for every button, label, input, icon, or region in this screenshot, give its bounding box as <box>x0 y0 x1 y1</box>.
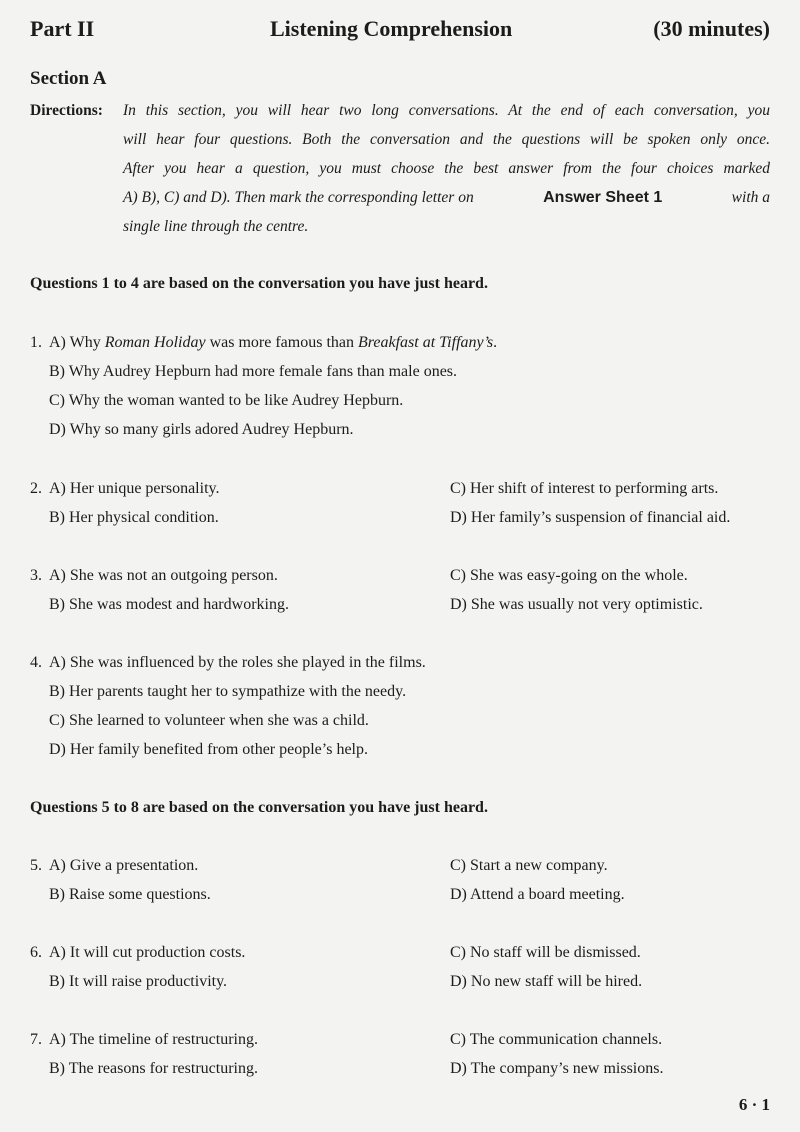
q5-option-d: D) Attend a board meeting. <box>450 886 625 903</box>
question-number-2: 2. <box>30 480 42 497</box>
answer-sheet-label: Answer Sheet 1 <box>543 189 663 206</box>
question-number-7: 7. <box>30 1031 42 1048</box>
q3-option-d: D) She was usually not very optimistic. <box>450 596 703 613</box>
q1-option-c: C) Why the woman wanted to be like Audrey Hepburn. <box>49 392 404 409</box>
question-number-6: 6. <box>30 944 42 961</box>
q3-option-c: C) She was easy-going on the whole. <box>450 567 688 584</box>
q6-option-b: B) It will raise productivity. <box>49 973 228 990</box>
q7-option-a: A) The timeline of restructuring. <box>49 1031 258 1048</box>
question-number-5: 5. <box>30 857 42 874</box>
q5-option-b: B) Raise some questions. <box>49 886 211 903</box>
directions-label: Directions: <box>30 102 103 119</box>
part-title: Listening Comprehension <box>270 16 513 41</box>
q4-option-c: C) She learned to volunteer when she was a child. <box>49 712 369 729</box>
q6-option-d: D) No new staff will be hired. <box>450 973 643 990</box>
directions-line-4-part2: with a <box>731 189 770 206</box>
q1-option-a-prefix: A) Why <box>49 334 105 351</box>
q7-option-b: B) The reasons for restructuring. <box>49 1060 258 1077</box>
q2-option-b: B) Her physical condition. <box>49 509 219 526</box>
question-group-heading-2: Questions 5 to 8 are based on the conversation you have just heard. <box>30 799 488 816</box>
directions-line-4-part1: A) B), C) and D). Then mark the corresponding letter on <box>123 189 474 206</box>
question-number-3: 3. <box>30 567 42 584</box>
question-number-4: 4. <box>30 654 42 671</box>
q1-option-b: B) Why Audrey Hepburn had more female fans than male ones. <box>49 363 458 380</box>
q4-option-d: D) Her family benefited from other people’s help. <box>49 741 368 758</box>
q4-option-a: A) She was influenced by the roles she played in the films. <box>49 654 426 671</box>
q1-option-d: D) Why so many girls adored Audrey Hepburn. <box>49 421 354 438</box>
q3-option-b: B) She was modest and hardworking. <box>49 596 289 613</box>
q6-option-a: A) It will cut production costs. <box>49 944 246 961</box>
section-title: Section A <box>30 68 107 89</box>
directions-line-3: After you hear a question, you must choose the best answer from the four choices marked <box>123 160 770 177</box>
q2-option-a: A) Her unique personality. <box>49 480 220 497</box>
q1-option-a-title-1: Roman Holiday <box>104 334 206 351</box>
q6-option-c: C) No staff will be dismissed. <box>450 944 641 961</box>
q1-option-a-title-2: Breakfast at Tiffany’s <box>357 334 494 351</box>
time-limit: (30 minutes) <box>653 16 770 41</box>
directions-line-2: will hear four questions. Both the conversation and the questions will be spoken only once. <box>123 131 770 148</box>
q1-option-a <box>49 331 497 355</box>
q1-option-a-mid: was more famous than <box>205 334 358 351</box>
q7-option-d: D) The company’s new missions. <box>450 1060 664 1077</box>
q3-option-a: A) She was not an outgoing person. <box>49 567 278 584</box>
q5-option-c: C) Start a new company. <box>450 857 608 874</box>
page-number: 6 · 1 <box>738 1095 770 1114</box>
part-label: Part II <box>30 16 95 41</box>
q4-option-b: B) Her parents taught her to sympathize with the needy. <box>49 683 407 700</box>
q7-option-c: C) The communication channels. <box>450 1031 663 1048</box>
q5-option-a: A) Give a presentation. <box>49 857 199 874</box>
q2-option-d: D) Her family’s suspension of financial aid. <box>450 509 731 526</box>
directions-line-4 <box>123 183 770 212</box>
question-group-heading-1: Questions 1 to 4 are based on the conversation you have just heard. <box>30 275 488 292</box>
q2-option-c: C) Her shift of interest to performing arts. <box>450 480 719 497</box>
directions-line-5: single line through the centre. <box>123 218 309 235</box>
q1-option-a-end: . <box>493 334 498 351</box>
directions-line-1: In this section, you will hear two long conversations. At the end of each conversation, you <box>123 102 770 119</box>
question-number-1: 1. <box>30 334 42 351</box>
